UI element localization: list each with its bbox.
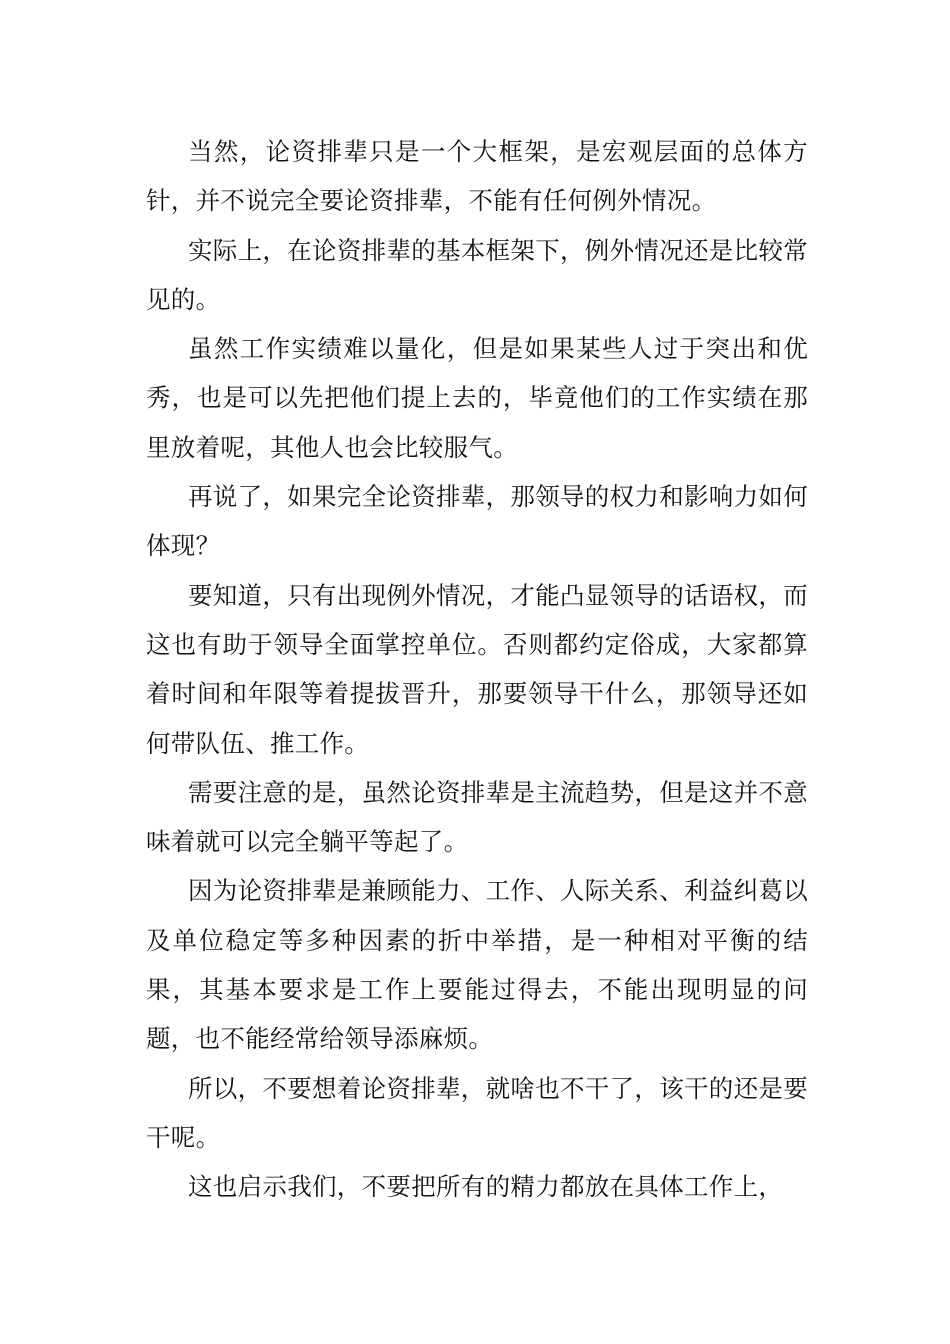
paragraph-4: 再说了，如果完全论资排辈，那领导的权力和影响力如何体现？ [146,482,808,561]
paragraph-9: 这也启示我们，不要把所有的精力都放在具体工作上， [188,1172,784,1202]
document-body [146,127,808,1212]
paragraph-5: 要知道，只有出现例外情况，才能凸显领导的话语权，而这也有助于领导全面掌控单位。否则都约定俗成，大家都算着时间和年限等着提拔晋升，那要领导干什么，那领导还如何带队伍、推工作。 [146,580,808,758]
paragraph-1: 当然，论资排辈只是一个大框架，是宏观层面的总体方针，并不说完全要论资排辈，不能有任何例外情况。 [146,137,808,216]
paragraph-6: 需要注意的是，虽然论资排辈是主流趋势，但是这并不意味着就可以完全躺平等起了。 [146,777,808,857]
paragraph-8: 所以，不要想着论资排辈，就啥也不干了，该干的还是要干呢。 [146,1073,808,1152]
paragraph-3: 虽然工作实绩难以量化，但是如果某些人过于突出和优秀，也是可以先把他们提上去的，毕竟他们的工作实绩在那里放着呢，其他人也会比较服气。 [146,334,808,462]
paragraph-7: 因为论资排辈是兼顾能力、工作、人际关系、利益纠葛以及单位稳定等多种因素的折中举措，是一种相对平衡的结果，其基本要求是工作上要能过得去，不能出现明显的问题，也不能经常给领导添麻烦。 [146,876,808,1054]
paragraph-2: 实际上，在论资排辈的基本框架下，例外情况还是比较常见的。 [146,235,808,314]
